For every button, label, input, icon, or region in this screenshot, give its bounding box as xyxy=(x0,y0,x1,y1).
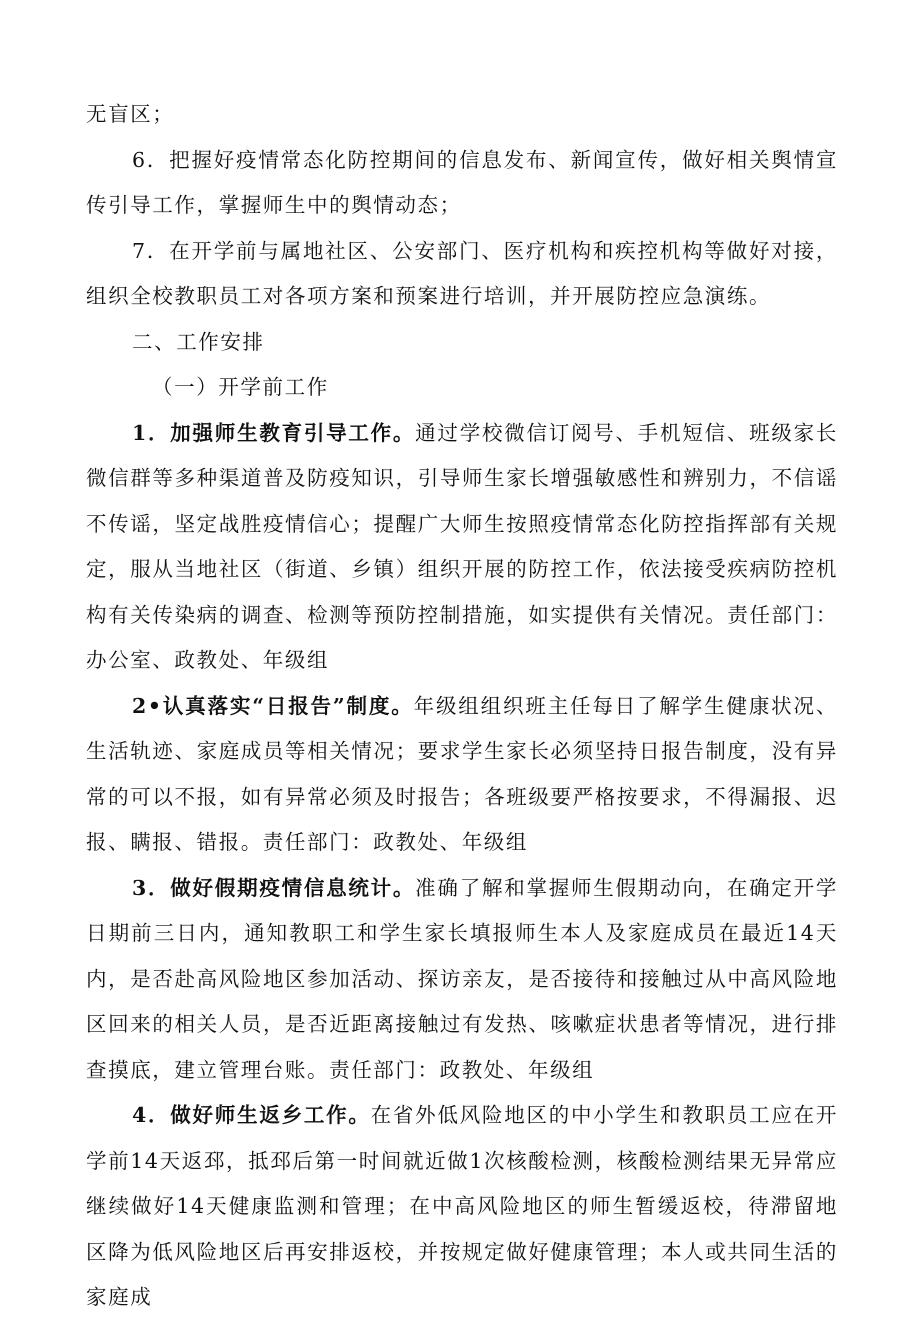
work-item-3-body: 准确了解和掌握师生假期动向，在确定开学日期前三日内，通知教职工和学生家长填报师生本人及家庭成员在最近14天内，是否赴高风险地区参加活动、探访亲友，是否接待和接触过从中高风险地区回来的相关人员，是否近距离接触过有发热、咳嗽症状患者等情况，进行排查摸底，建立管理台账。责任部门：政教处、年级组 xyxy=(86,875,838,1082)
paragraph-item-7: 7．在开学前与属地社区、公安部门、医疗机构和疾控机构等做好对接，组织全校教职员工对各项方案和预案进行培训，并开展防控应急演练。 xyxy=(86,238,838,308)
work-item-1-title: 1．加强师生教育引导工作。 xyxy=(132,420,416,445)
work-item-4 xyxy=(86,1093,838,1321)
paragraph-continuation: 无盲区； xyxy=(86,102,175,126)
work-item-3 xyxy=(86,866,838,1094)
work-item-4-title: 4．做好师生返乡工作。 xyxy=(132,1103,371,1127)
document-body xyxy=(86,92,838,1321)
section-heading: 二、工作安排 xyxy=(132,329,265,354)
work-item-3-title: 3．做好假期疫情信息统计。 xyxy=(132,875,416,900)
work-item-2-title: 2•认真落实“日报告”制度。 xyxy=(132,693,414,718)
work-item-2 xyxy=(86,684,838,866)
work-item-4-body: 在省外低风险地区的中小学生和教职员工应在开学前14天返邳，抵邳后第一时间就近做1次核酸检测，核酸检测结果无异常应继续做好14天健康监测和管理；在中高风险地区的师生暂缓返校，待滞留地区降为低风险地区后再安排返校，并按规定做好健康管理；本人或共同生活的家庭成 xyxy=(86,1103,838,1309)
work-item-2-body: 年级组组织班主任每日了解学生健康状况、生活轨迹、家庭成员等相关情况；要求学生家长必须坚持日报告制度，没有异常的可以不报，如有异常必须及时报告；各班级要严格按要求，不得漏报、迟报、瞒报、错报。责任部门：政教处、年级组 xyxy=(86,693,838,854)
paragraph-item-6: 6．把握好疫情常态化防控期间的信息发布、新闻宣传，做好相关舆情宣传引导工作，掌握师生中的舆情动态； xyxy=(86,147,838,217)
work-item-1-body: 通过学校微信订阅号、手机短信、班级家长微信群等多种渠道普及防疫知识，引导师生家长增强敏感性和辨别力，不信谣不传谣，坚定战胜疫情信心；提醒广大师生按照疫情常态化防控指挥部有关规定，服从当地社区（街道、乡镇）组织开展的防控工作，依法接受疾病防控机构有关传染病的调查、检测等预防控制措施，如实提供有关情况。责任部门：办公室、政教处、年级组 xyxy=(86,420,838,672)
subsection-heading: （一）开学前工作 xyxy=(152,375,329,399)
work-item-1 xyxy=(86,411,838,684)
